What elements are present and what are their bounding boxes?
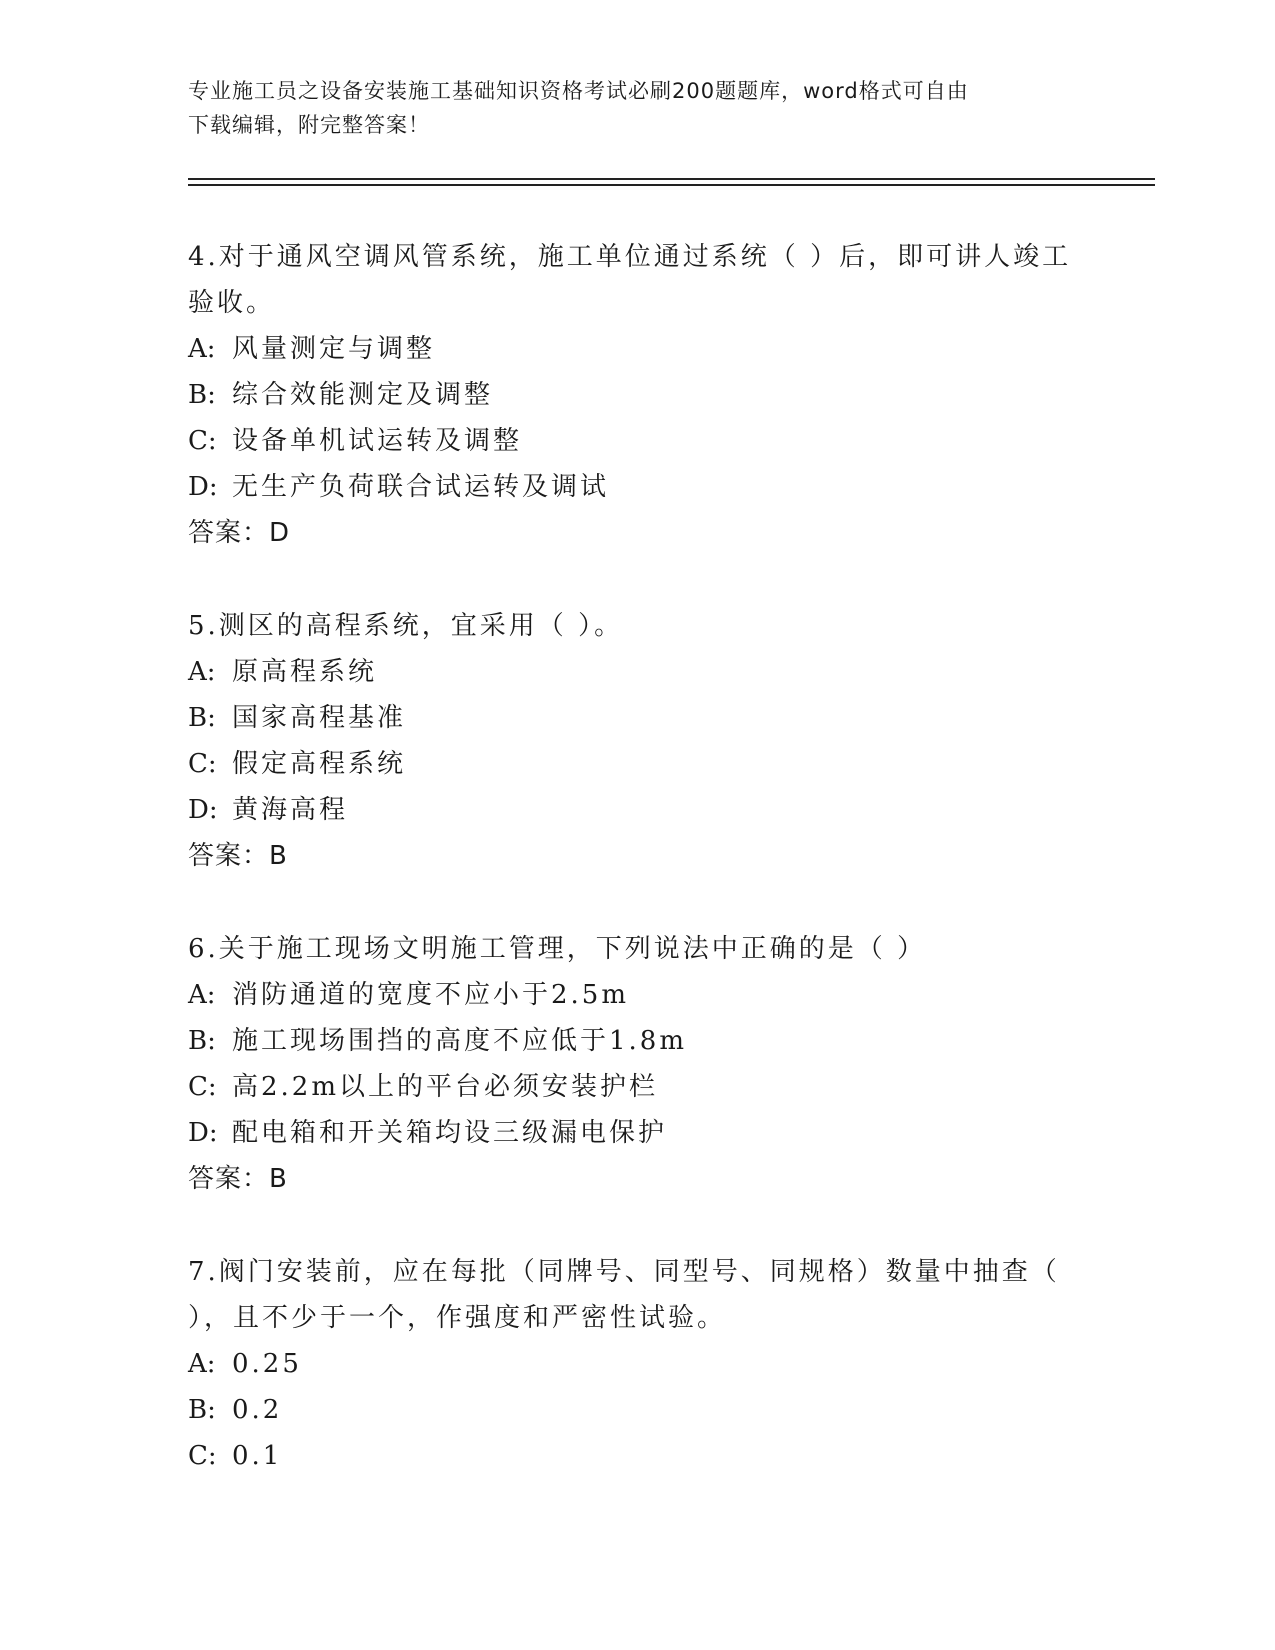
option-b: [188, 1018, 1088, 1064]
option-text: 0.25: [232, 1349, 302, 1379]
option-key: C:: [188, 749, 217, 779]
option-text: 无生产负荷联合试运转及调试: [232, 472, 610, 502]
answer-line: 答案：B: [188, 1164, 288, 1194]
option-key: C:: [188, 426, 217, 456]
option-text: 黄海高程: [232, 795, 349, 825]
question-text-line: 7.阀门安装前，应在每批（同牌号、同型号、同规格）数量中抽查（: [188, 1257, 1060, 1287]
option-key: B:: [188, 1395, 216, 1425]
option-text: 综合效能测定及调整: [232, 380, 494, 410]
option-text: 配电箱和开关箱均设三级漏电保护: [232, 1118, 668, 1148]
option-c: [188, 418, 1088, 464]
option-b: [188, 372, 1088, 418]
option-text: 设备单机试运转及调整: [232, 426, 523, 456]
option-a: [188, 972, 1088, 1018]
header-line-2: 下载编辑，附完整答案！: [188, 113, 430, 137]
option-a: [188, 649, 1088, 695]
option-key: D:: [188, 795, 218, 825]
option-key: B:: [188, 380, 216, 410]
option-text: 0.2: [232, 1395, 283, 1425]
option-key: B:: [188, 1026, 216, 1056]
option-c: [188, 1433, 1088, 1479]
option-key: D:: [188, 1118, 218, 1148]
option-text: 风量测定与调整: [232, 334, 436, 364]
option-key: A:: [188, 1349, 216, 1379]
option-text: 消防通道的宽度不应小于2.5m: [232, 980, 630, 1010]
option-c: [188, 741, 1088, 787]
option-a: [188, 326, 1088, 372]
option-d: [188, 787, 1088, 833]
option-key: C:: [188, 1441, 217, 1471]
option-key: B:: [188, 703, 216, 733]
header-line-1: 专业施工员之设备安装施工基础知识资格考试必刷200题题库，word格式可自由: [188, 79, 969, 103]
answer-line: 答案：D: [188, 518, 291, 548]
header-divider-bottom: [188, 184, 1155, 186]
header-divider-top: [188, 178, 1155, 180]
option-c: [188, 1064, 1088, 1110]
question-text-line: 4.对于通风空调风管系统，施工单位通过系统（ ）后，即可讲人竣工: [188, 242, 1072, 272]
question-5: [188, 603, 1088, 879]
option-a: [188, 1341, 1088, 1387]
question-4: [188, 234, 1088, 556]
question-text-line: 验收。: [188, 288, 276, 318]
question-6: [188, 926, 1088, 1202]
option-text: 原高程系统: [232, 657, 378, 687]
option-text: 假定高程系统: [232, 749, 407, 779]
option-d: [188, 464, 1088, 510]
option-key: D:: [188, 472, 218, 502]
option-text: 国家高程基准: [232, 703, 407, 733]
question-list: [188, 234, 1088, 1526]
option-key: A:: [188, 334, 216, 364]
option-d: [188, 1110, 1088, 1156]
option-key: C:: [188, 1072, 217, 1102]
option-text: 施工现场围挡的高度不应低于1.8m: [232, 1026, 688, 1056]
question-text-line: 6.关于施工现场文明施工管理，下列说法中正确的是（ ）: [188, 934, 927, 964]
document-header: [188, 74, 1068, 142]
option-text: 0.1: [232, 1441, 283, 1471]
question-text-line: 5.测区的高程系统，宜采用（ ）。: [188, 611, 624, 641]
option-key: A:: [188, 657, 216, 687]
option-key: A:: [188, 980, 216, 1010]
question-7: [188, 1249, 1088, 1479]
option-b: [188, 1387, 1088, 1433]
option-text: 高2.2m以上的平台必须安装护栏: [232, 1072, 659, 1102]
question-text-line: ），且不少于一个，作强度和严密性试验。: [188, 1303, 727, 1333]
answer-line: 答案：B: [188, 841, 288, 871]
option-b: [188, 695, 1088, 741]
